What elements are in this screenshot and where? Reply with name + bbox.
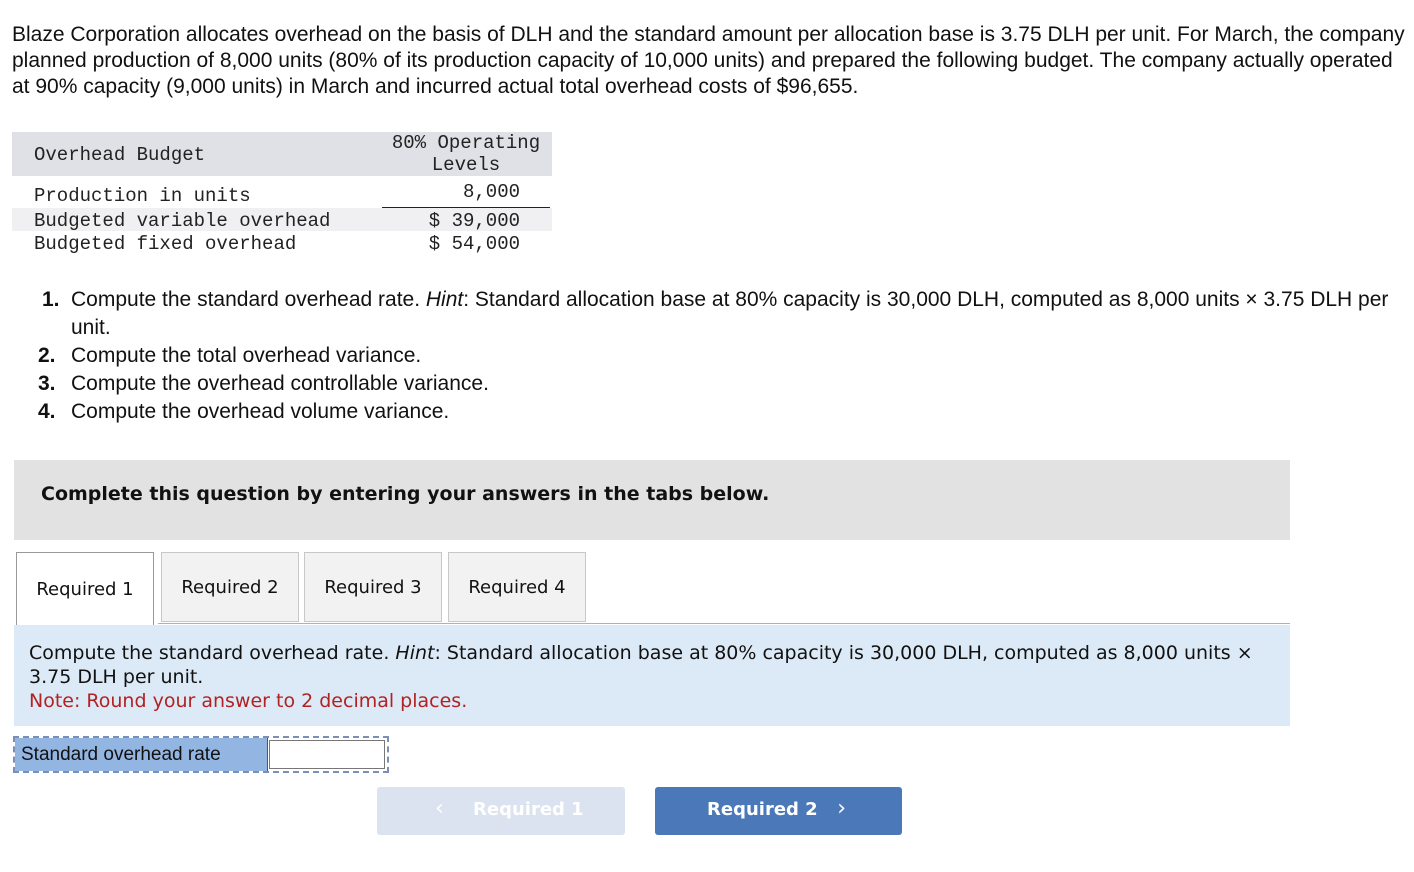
question-text: Compute the overhead controllable variance. — [71, 372, 489, 395]
tab-label: Required 3 — [324, 576, 422, 598]
column-header-line2: Levels — [431, 154, 501, 176]
row-label: Budgeted fixed overhead — [34, 233, 297, 255]
next-button-label: Required 2 — [707, 799, 818, 820]
prompt-text-b: : Standard allocation base at 80% capacity is 30,000 DLH, computed as 8,000 units × 3.75 DLH per unit. — [29, 642, 1253, 688]
budget-row-variable — [12, 208, 552, 231]
prompt-hint: Hint — [395, 642, 435, 664]
tab-label: Required 4 — [468, 576, 566, 598]
question-text: Compute the overhead volume variance. — [71, 400, 450, 423]
prev-button[interactable] — [377, 787, 625, 835]
standard-overhead-rate-input[interactable] — [269, 740, 385, 769]
row-value: $ 54,000 — [428, 233, 520, 255]
question-number: 4. — [38, 400, 56, 423]
tab-required-3[interactable] — [304, 552, 442, 622]
budget-row-production — [12, 176, 552, 208]
prompt-text — [29, 641, 1279, 689]
tab-label: Required 1 — [36, 578, 134, 600]
row-value: $ 39,000 — [428, 210, 520, 232]
column-header-line1: 80% Operating — [391, 132, 541, 154]
overhead-budget-table — [12, 132, 552, 254]
question-list — [38, 286, 1408, 426]
row-label: Budgeted variable overhead — [34, 210, 331, 232]
question-item — [38, 342, 1408, 370]
answer-row — [13, 736, 389, 773]
prev-button-label: Required 1 — [473, 799, 584, 820]
question-text-cont: : Standard allocation base at 80% capacity is 30,000 DLH, computed as 8,000 units × 3.75 DLH per unit. — [71, 288, 1389, 339]
chevron-left-icon: ‹ — [435, 796, 444, 821]
row-value: 8,000 — [462, 181, 520, 203]
budget-row-fixed — [12, 231, 552, 254]
instruction-text: Complete this question by entering your answers in the tabs below. — [41, 483, 770, 505]
budget-header-label: Overhead Budget — [34, 144, 206, 166]
question-number: 3. — [38, 372, 56, 395]
question-item — [38, 398, 1408, 426]
question-item — [38, 286, 1408, 342]
answer-label: Standard overhead rate — [15, 738, 268, 771]
problem-text: Blaze Corporation allocates overhead on the basis of DLH and the standard amount per allocation base is 3.75 DLH per unit. For March, the company planned production of 8,000 units (80% of its production capacity of 10,000 units) and prepared the following budget. The company actually operated at 90% capacity (9,000 units) in March and incurred actual total overhead costs of $96,655. — [12, 23, 1405, 98]
prompt-text-a: Compute the standard overhead rate. — [29, 642, 396, 664]
prompt-panel — [14, 625, 1290, 726]
question-item — [38, 370, 1408, 398]
chevron-right-icon: › — [837, 796, 846, 821]
rounding-note: Note: Round your answer to 2 decimal places. — [29, 690, 468, 712]
tab-required-2[interactable] — [161, 552, 299, 622]
question-text: Compute the total overhead variance. — [71, 344, 422, 367]
question-text: Compute the standard overhead rate. — [71, 288, 426, 311]
budget-column-header — [382, 132, 550, 176]
next-button[interactable] — [655, 787, 902, 835]
tab-divider — [158, 623, 1290, 624]
tab-label: Required 2 — [181, 576, 279, 598]
tab-required-4[interactable] — [448, 552, 586, 622]
instruction-bar — [14, 460, 1290, 540]
question-number: 1. — [42, 288, 60, 311]
tab-required-1[interactable] — [16, 552, 154, 625]
row-label: Production in units — [34, 185, 251, 207]
problem-statement — [12, 22, 1407, 100]
question-number: 2. — [38, 344, 56, 367]
hint-label: Hint — [425, 288, 464, 311]
budget-header-row — [12, 132, 552, 176]
